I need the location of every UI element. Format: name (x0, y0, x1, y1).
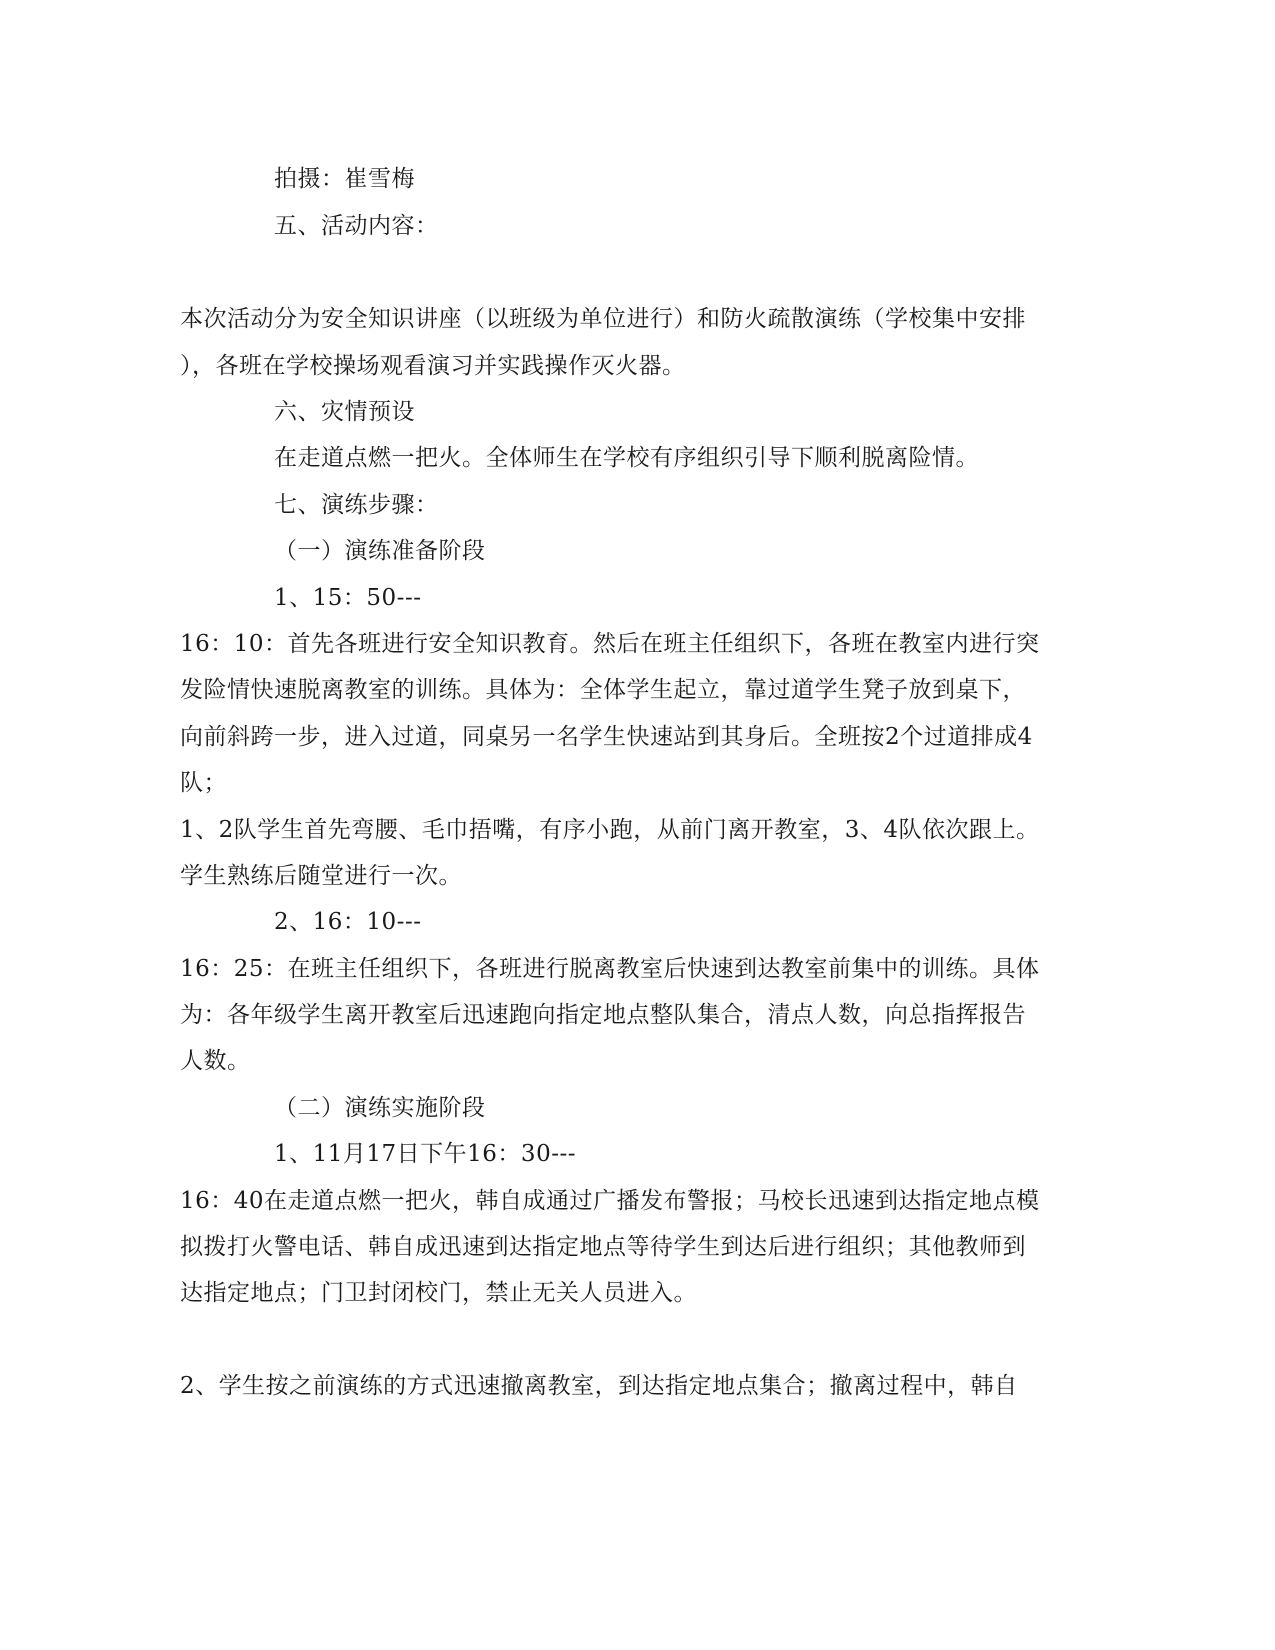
paragraph-line: 队； (180, 770, 227, 796)
paragraph-line: 在走道点燃一把火。全体师生在学校有序组织引导下顺利脱离险情。 (274, 445, 979, 471)
paragraph-line: 本次活动分为安全知识讲座（以班级为单位进行）和防火疏散演练（学校集中安排 (180, 306, 1026, 332)
section-heading-disaster-preset: 六、灾情预设 (274, 399, 415, 425)
paragraph-line: 学生熟练后随堂进行一次。 (180, 863, 462, 889)
paragraph-line: 16：40在走道点燃一把火，韩自成通过广播发布警报；马校长迅速到达指定地点模 (180, 1188, 1040, 1214)
paragraph-line: 16：10：首先各班进行安全知识教育。然后在班主任组织下，各班在教室内进行突 (180, 631, 1040, 657)
subsection-heading-preparation: （一）演练准备阶段 (274, 538, 486, 564)
paragraph-line: 拟拨打火警电话、韩自成迅速到达指定地点等待学生到达后进行组织；其他教师到 (180, 1234, 1026, 1260)
step-time-line: 1、15：50--- (274, 585, 422, 611)
paragraph-line: 达指定地点；门卫封闭校门，禁止无关人员进入。 (180, 1280, 697, 1306)
subsection-heading-implementation: （二）演练实施阶段 (274, 1095, 486, 1121)
paragraph-line: 向前斜跨一步，进入过道，同桌另一名学生快速站到其身后。全班按2个过道排成4 (180, 724, 1033, 750)
paragraph-line: 人数。 (180, 1048, 251, 1074)
paragraph-line: 为：各年级学生离开教室后迅速跑向指定地点整队集合，清点人数，向总指挥报告 (180, 1002, 1026, 1028)
step-time-line: 1、11月17日下午16：30--- (274, 1141, 577, 1167)
step-time-line: 2、16：10--- (274, 909, 422, 935)
section-heading-drill-steps: 七、演练步骤： (274, 492, 439, 518)
paragraph-line: 2、学生按之前演练的方式迅速撤离教室，到达指定地点集合；撤离过程中，韩自 (180, 1373, 1018, 1399)
paragraph-line: ），各班在学校操场观看演习并实践操作灭火器。 (180, 353, 686, 379)
section-heading-activity-content: 五、活动内容： (274, 213, 439, 239)
paragraph-line: 1、2队学生首先弯腰、毛巾捂嘴，有序小跑，从前门离开教室，3、4队依次跟上。 (180, 817, 1040, 843)
photographer-line: 拍摄：崔雪梅 (274, 166, 415, 192)
paragraph-line: 发险情快速脱离教室的训练。具体为：全体学生起立，靠过道学生凳子放到桌下， (180, 677, 1026, 703)
paragraph-line: 16：25：在班主任组织下，各班进行脱离教室后快速到达教室前集中的训练。具体 (180, 956, 1040, 982)
